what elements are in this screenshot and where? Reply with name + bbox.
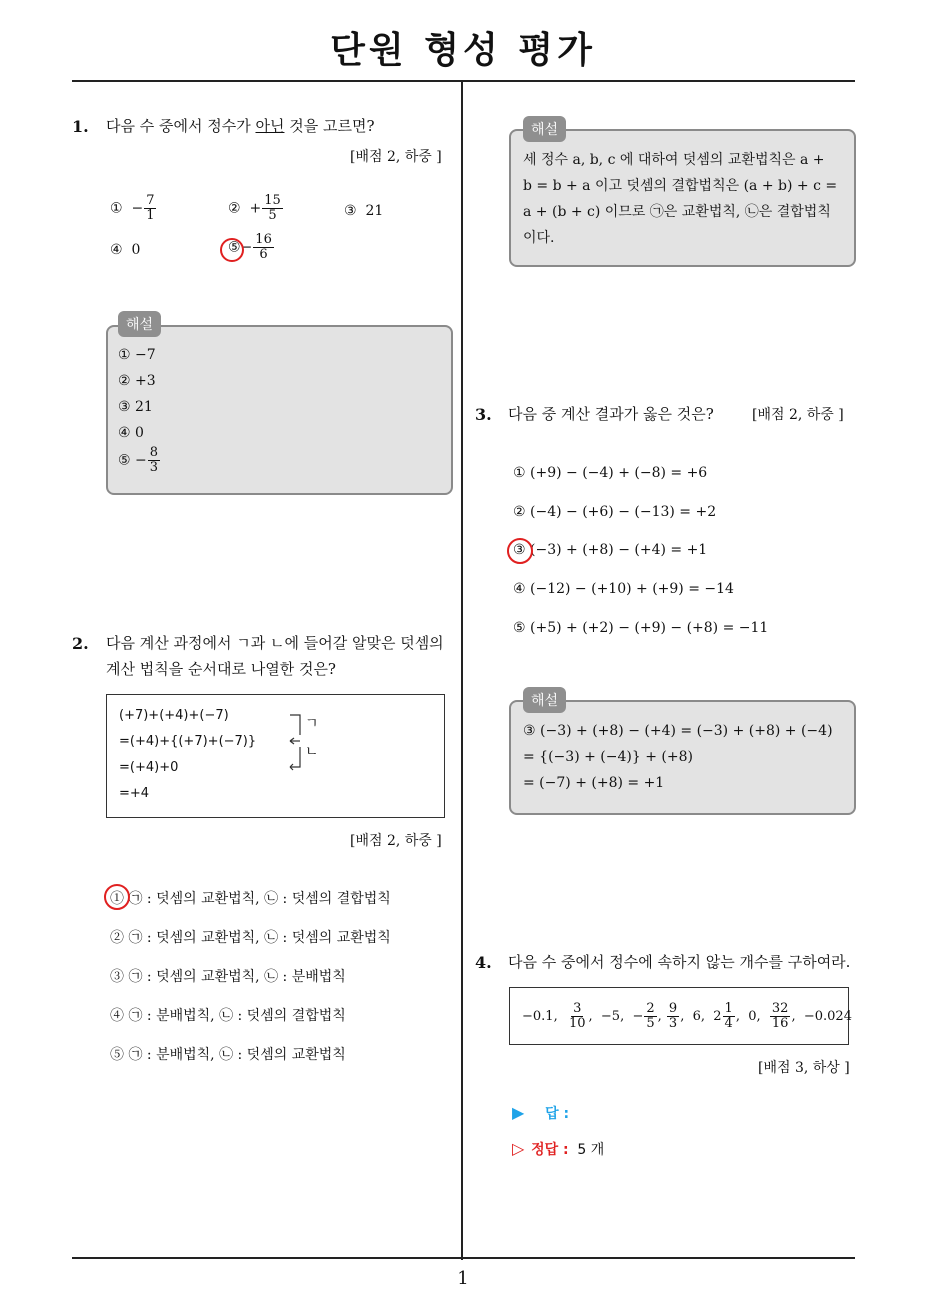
q1-option-1[interactable]: ① − $\frac{7}{1}$ xyxy=(110,193,155,223)
q2-solution-line: a + (b + c) 이므로 ㉠은 교환법칙, ㉡은 결합법칙 xyxy=(523,204,831,220)
title-divider xyxy=(72,80,855,82)
question-3-number: 3. xyxy=(475,405,492,424)
calc-line: =(+4)+{(+7)+(−7)} xyxy=(119,734,257,749)
page-title: 단원 형성 평가 xyxy=(330,30,596,71)
q2-solution-line: b = b + a 이고 덧셈의 결합법칙은 (a + b) + c = xyxy=(523,178,838,194)
footer-divider xyxy=(72,1257,855,1259)
question-4-text: 다음 수 중에서 정수에 속하지 않는 개수를 구하여라. xyxy=(508,953,851,971)
q1-option-3[interactable]: ③ 21 xyxy=(344,203,384,219)
q1-solution-tag: 해설 xyxy=(118,311,161,337)
q4-correct-row xyxy=(512,1139,604,1159)
q4-answer-row xyxy=(512,1103,569,1123)
column-divider xyxy=(461,82,463,1260)
question-2-text: 다음 계산 과정에서 ㄱ과 ㄴ에 들어갈 알맞은 덧셈의 계산 법칙을 순서대로 나열한 것은? xyxy=(106,634,444,678)
question-1-meta: [배점 2, 하중 ] xyxy=(350,149,442,165)
q2-option-2[interactable]: ② ㉠ : 덧셈의 교환법칙, ㉡ : 덧셈의 교환법칙 xyxy=(110,930,391,946)
q3-option-1[interactable]: ① (+9) − (−4) + (−8) = +6 xyxy=(513,465,708,481)
answer-label: 답 : xyxy=(545,1106,570,1122)
q1-option-5[interactable]: ⑤− $\frac{16}{6}$ xyxy=(228,232,272,262)
label-nieun: ㄴ xyxy=(305,744,319,760)
q3-answer-circle xyxy=(507,538,533,564)
q1-solution-line: ⑤ − $\frac{8}{3}$ xyxy=(118,445,159,475)
question-2-number: 2. xyxy=(72,634,89,653)
correct-answer-label: 정답 : xyxy=(531,1142,569,1158)
q2-solution-line: 세 정수 a, b, c 에 대하여 덧셈의 교환법칙은 a + xyxy=(523,152,825,168)
correct-answer-value: 5 개 xyxy=(577,1142,605,1158)
q3-option-3[interactable]: ③ (−3) + (+8) − (+4) = +1 xyxy=(513,542,708,558)
q4-number-box xyxy=(509,987,852,1045)
q3-option-5[interactable]: ⑤ (+5) + (+2) − (+9) − (+8) = −11 xyxy=(513,620,769,636)
outline-arrow-icon: ▷ xyxy=(512,1139,525,1158)
q3-solution-line: = {(−3) + (−4)} + (+8) xyxy=(523,749,693,765)
q3-solution-line: ③ (−3) + (+8) − (+4) = (−3) + (+8) + (−4) xyxy=(523,723,833,739)
q2-option-4[interactable]: ④ ㉠ : 분배법칙, ㉡ : 덧셈의 결합법칙 xyxy=(110,1008,346,1024)
q2-answer-circle xyxy=(104,884,130,910)
q3-solution-line: = (−7) + (+8) = +1 xyxy=(523,775,665,791)
q1-solution-line: ④ 0 xyxy=(118,425,144,441)
q4-number-list: −0.1, $\frac{3}{10}$ , −5, − $\frac{2}{5}$ , $\frac{9}{3}$ , 6, 2 $\frac{1}{4}$ , 0, $\frac{32}{16}$ , −0.024 xyxy=(522,1000,852,1031)
q1-solution-line: ③ 21 xyxy=(118,399,153,415)
question-3-text: 다음 중 계산 결과가 옳은 것은? xyxy=(508,405,714,423)
q2-solution-tag: 해설 xyxy=(523,116,566,142)
q1-option-4[interactable]: ④ 0 xyxy=(110,242,141,258)
q3-option-2[interactable]: ② (−4) − (+6) − (−13) = +2 xyxy=(513,504,717,520)
page-number: 1 xyxy=(457,1268,469,1289)
q1-answer-circle xyxy=(220,238,244,262)
q1-solution-line: ① −7 xyxy=(118,347,156,363)
q2-solution-box xyxy=(509,129,856,267)
q1-solution-box xyxy=(106,325,453,495)
calc-line: (+7)+(+4)+(−7) xyxy=(119,708,229,723)
question-4-meta: [배점 3, 하상 ] xyxy=(758,1060,850,1076)
q3-solution-tag: 해설 xyxy=(523,687,566,713)
q2-option-3[interactable]: ③ ㉠ : 덧셈의 교환법칙, ㉡ : 분배법칙 xyxy=(110,969,346,985)
q3-option-4[interactable]: ④ (−12) − (+10) + (+9) = −14 xyxy=(513,581,734,597)
question-1-text: 다음 수 중에서 정수가 아닌 것을 고르면? xyxy=(106,117,375,135)
q1-option-2[interactable]: ② + $\frac{15}{5}$ xyxy=(228,193,281,223)
question-1-number: 1. xyxy=(72,117,89,136)
play-arrow-icon: ▶ xyxy=(512,1103,525,1122)
q1-solution-line: ② +3 xyxy=(118,373,156,389)
label-giyeok: ㄱ xyxy=(305,716,319,732)
q2-option-5[interactable]: ⑤ ㉠ : 분배법칙, ㉡ : 덧셈의 교환법칙 xyxy=(110,1047,346,1063)
q3-solution-box xyxy=(509,700,856,815)
question-4-number: 4. xyxy=(475,953,492,972)
question-2-meta: [배점 2, 하중 ] xyxy=(350,833,442,849)
q2-calculation-box xyxy=(106,694,445,818)
question-3-meta: [배점 2, 하중 ] xyxy=(752,407,844,423)
q2-option-1[interactable]: ① ㉠ : 덧셈의 교환법칙, ㉡ : 덧셈의 결합법칙 xyxy=(110,891,391,907)
calc-line: =(+4)+0 xyxy=(119,760,179,775)
calc-line: =+4 xyxy=(119,786,150,801)
q2-solution-line: 이다. xyxy=(523,230,555,246)
